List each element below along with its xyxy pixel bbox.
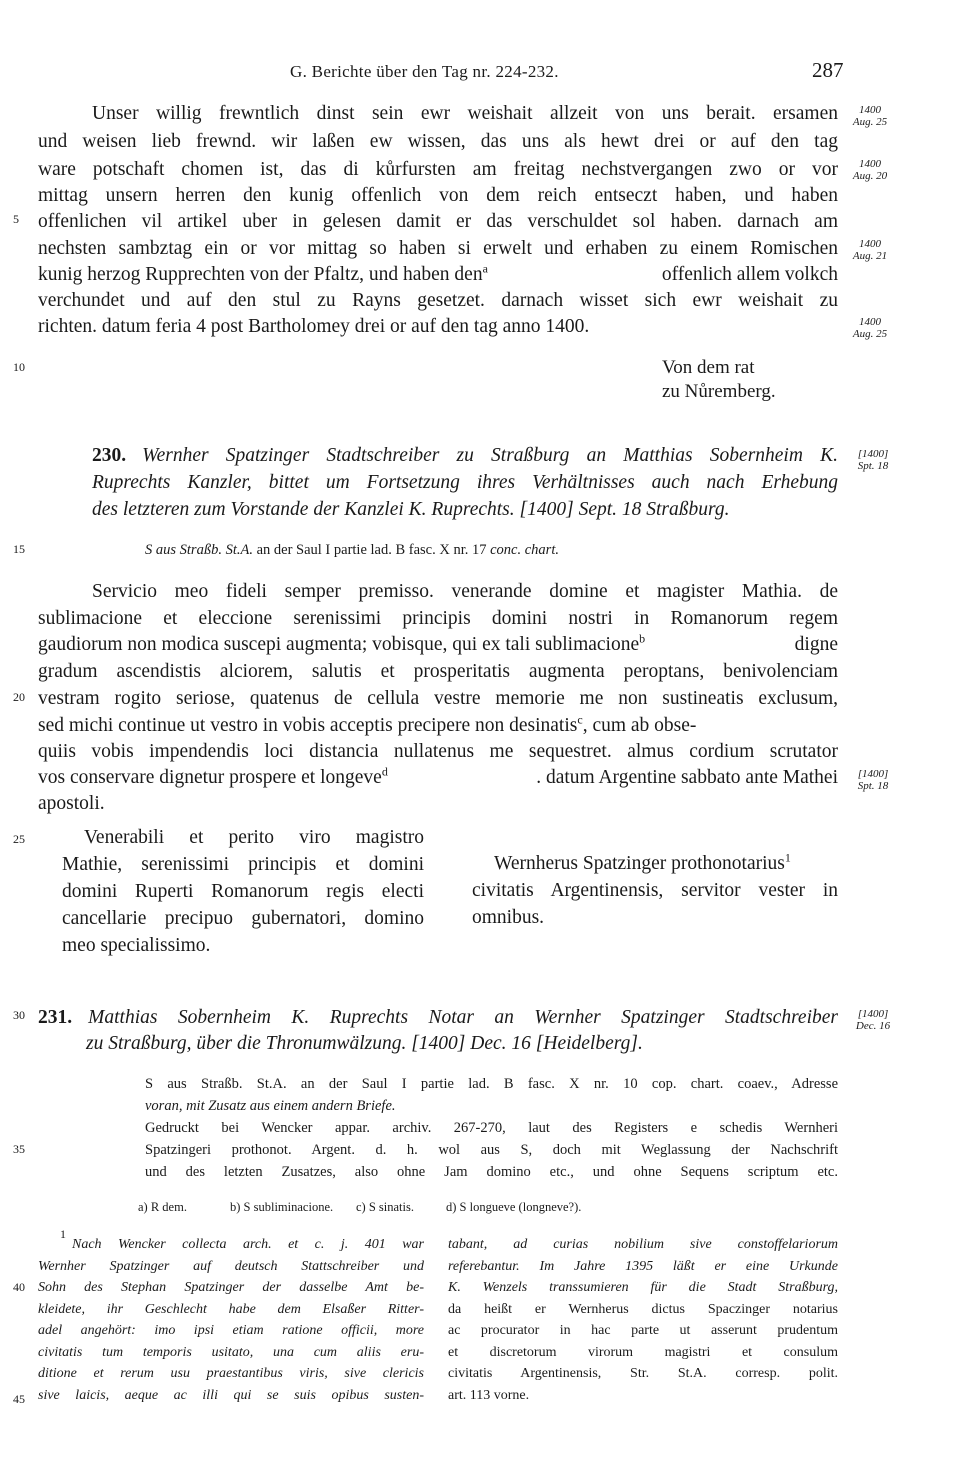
letter-line: und weisen lieb frewnd. wir laßen ew wissen, das uns als hewt drei or auf den tag	[38, 131, 838, 152]
letter-line: verchundet und auf den stul zu Rayns gesetzet. darnach wisset sich ewr weishait zu	[38, 290, 838, 311]
source-line: Gedruckt bei Wencker appar. archiv. 267-270, laut des Registers e schedis Wernheri	[145, 1120, 838, 1136]
signature: Von dem rat zu Nůremberg.	[662, 357, 776, 402]
line-number: 15	[13, 542, 25, 556]
margin-date-note: 1400 Aug. 25	[852, 316, 888, 340]
margin-date-note: 1400 Aug. 20	[852, 158, 888, 182]
letter-line: nechsten sambztag ein or vor mittag so haben si erwelt und erhaben zu einem Romischen	[38, 238, 838, 259]
line-number: 5	[13, 212, 19, 226]
margin-date-note: [1400] Dec. 16	[855, 1008, 891, 1032]
source-line: S aus Straßb. St.A. an der Saul I partie lad. B fasc. X nr. 17 conc. chart.	[145, 542, 559, 558]
letter-line: ware potschaft chomen ist, das di kůrfursten am freitag nechstvergangen zwo or vor	[38, 159, 838, 180]
line-number: 25	[13, 832, 25, 846]
letter-line: kunig herzog Rupprechten von der Pfaltz, und haben den$^a$ offenlich allem volkch	[38, 261, 838, 285]
letter-line: gradum ascendistis alciorem, salutis et prosperitatis augmenta peroptans, benivolenciam	[38, 661, 838, 682]
address-block: Venerabili et perito viro magistro Mathie, serenissimi principis et domini domini Ruperti Romanorum regis electi cancellarie precipuo gubernatori, domino meo specialissimo.	[62, 827, 424, 956]
letter-line: vos conservare dignetur prospere et longeve$^d$ . datum Argentine sabbato ante Mathei	[38, 764, 838, 788]
variant-note: c) S sinatis.	[356, 1200, 414, 1214]
letter-line: gaudiorum non modica suscepi augmenta; vobisque, qui ex tali sublimacione$^b$ digne	[38, 631, 838, 655]
line-number: 45	[13, 1392, 25, 1406]
source-line: Spatzingeri prothonot. Argent. d. h. wol aus S, doch mit Weglassung der Nachschrift	[145, 1142, 838, 1158]
source-line: S aus Straßb. St.A. an der Saul I partie lad. B fasc. X nr. 10 cop. chart. coaev., Adresse	[145, 1076, 838, 1092]
letter-line: sed michi continue ut vestro in vobis acceptis precipere non desinatis$^c$, cum ab obse-	[38, 712, 697, 736]
footnote-marker: 1	[60, 1227, 66, 1241]
margin-date-note: 1400 Aug. 21	[852, 238, 888, 262]
footnote-right: tabant, ad curias nobilium sive constoffelariorum referebantur. Im Jahre 1395 läßt er eine Urkunde K. Wenzels transsumieren für die Stadt Straßburg, da heißt er Wernherus dictus Spaczinger notarius ac procurator in hac parte ut asserunt prudentum et discretorum virorum magistri et consulum civitatis Argentinensis, Str. St.A. corresp. polit. art. 113 vorne.	[448, 1237, 838, 1403]
letter-line: Servicio meo fideli semper premisso. venerande domine et magister Mathia. de	[92, 581, 838, 602]
line-number: 40	[13, 1280, 25, 1294]
section-231-heading: 231. Matthias Sobernheim K. Ruprechts Notar an Wernher Spatzinger Stadtschreiber	[38, 1007, 838, 1028]
header-title: G. Berichte über den Tag nr. 224-232.	[290, 62, 559, 81]
page-number: 287	[812, 58, 844, 82]
note-marker: d	[381, 764, 388, 779]
variant-note: d) S longueve (longneve?).	[446, 1200, 582, 1214]
letter-line: Unser willig frewntlich dinst sein ewr weishait allzeit von uns berait. ersamen	[92, 103, 838, 124]
margin-date-note: [1400] Spt. 18	[857, 768, 889, 792]
line-number: 20	[13, 690, 25, 704]
note-marker: b	[639, 631, 646, 646]
letter-line: vestram rogito seriose, quatenus de cellula vestre memorie me non sustineatis exclusum,	[38, 688, 838, 709]
line-number: 10	[13, 360, 25, 374]
margin-date-note: [1400] Spt. 18	[857, 448, 889, 472]
note-marker: a	[482, 261, 488, 276]
variant-note: a) R dem.	[138, 1200, 187, 1214]
variant-note: b) S subliminacione.	[230, 1200, 334, 1214]
section-number: 230.	[92, 445, 127, 466]
line-number: 30	[13, 1008, 25, 1022]
section-230-heading: 230. Wernher Spatzinger Stadtschreiber zu Straßburg an Matthias Sobernheim K.	[92, 445, 838, 466]
footnote-marker: 1	[784, 850, 791, 865]
source-line: voran, mit Zusatz aus einem andern Briefe.	[145, 1098, 396, 1114]
letter-line: mittag unsern herren den kunig offenlich von dem reich entseczt haben, und haben	[38, 185, 838, 206]
running-header	[0, 58, 960, 86]
letter-line: offenlichen vil artikel uber in gelesen damit er das verschuldet sol haben. darnach am	[38, 211, 838, 232]
section-number: 231.	[38, 1007, 73, 1028]
footnote-left: 1 Nach Wencker collecta arch. et c. j. 401 war Wernher Spatzinger auf deutsch Stattschreiber und Sohn des Stephan Spatzinger der dasselbe Amt be- kleidete, ihr Geschlecht habe dem Elsaßer Ritter- adel angehört: imo ipsi etiam ratione officii, more civitatis tum temporis usitato, una cum aliis eru- ditione et rerum usu praestantibus viris, sive clericis sive laicis, aeque ac illi qui se suis opibus susten-	[38, 1227, 424, 1403]
note-marker: c	[577, 712, 583, 727]
letter-line: apostoli.	[38, 793, 105, 814]
letter-line: quiis vobis impendendis loci distancia nullatenus me sequestret. almus cordium scrutator	[38, 741, 838, 762]
sender-block: Wernherus Spatzinger prothonotarius$^1$ civitatis Argentinensis, servitor vester in omnibus.	[472, 850, 838, 928]
source-line: und des letzten Zusatzes, also ohne Jam domino etc., und ohne Sequens scriptum etc.	[145, 1164, 838, 1180]
letter-line: richten. datum feria 4 post Bartholomey drei or auf den tag anno 1400.	[38, 316, 590, 337]
line-number: 35	[13, 1142, 25, 1156]
letter-line: sublimacione et eleccione serenissimi principis domini nostri in Romanorum regem	[38, 608, 838, 629]
margin-date-note: 1400 Aug. 25	[852, 104, 888, 128]
